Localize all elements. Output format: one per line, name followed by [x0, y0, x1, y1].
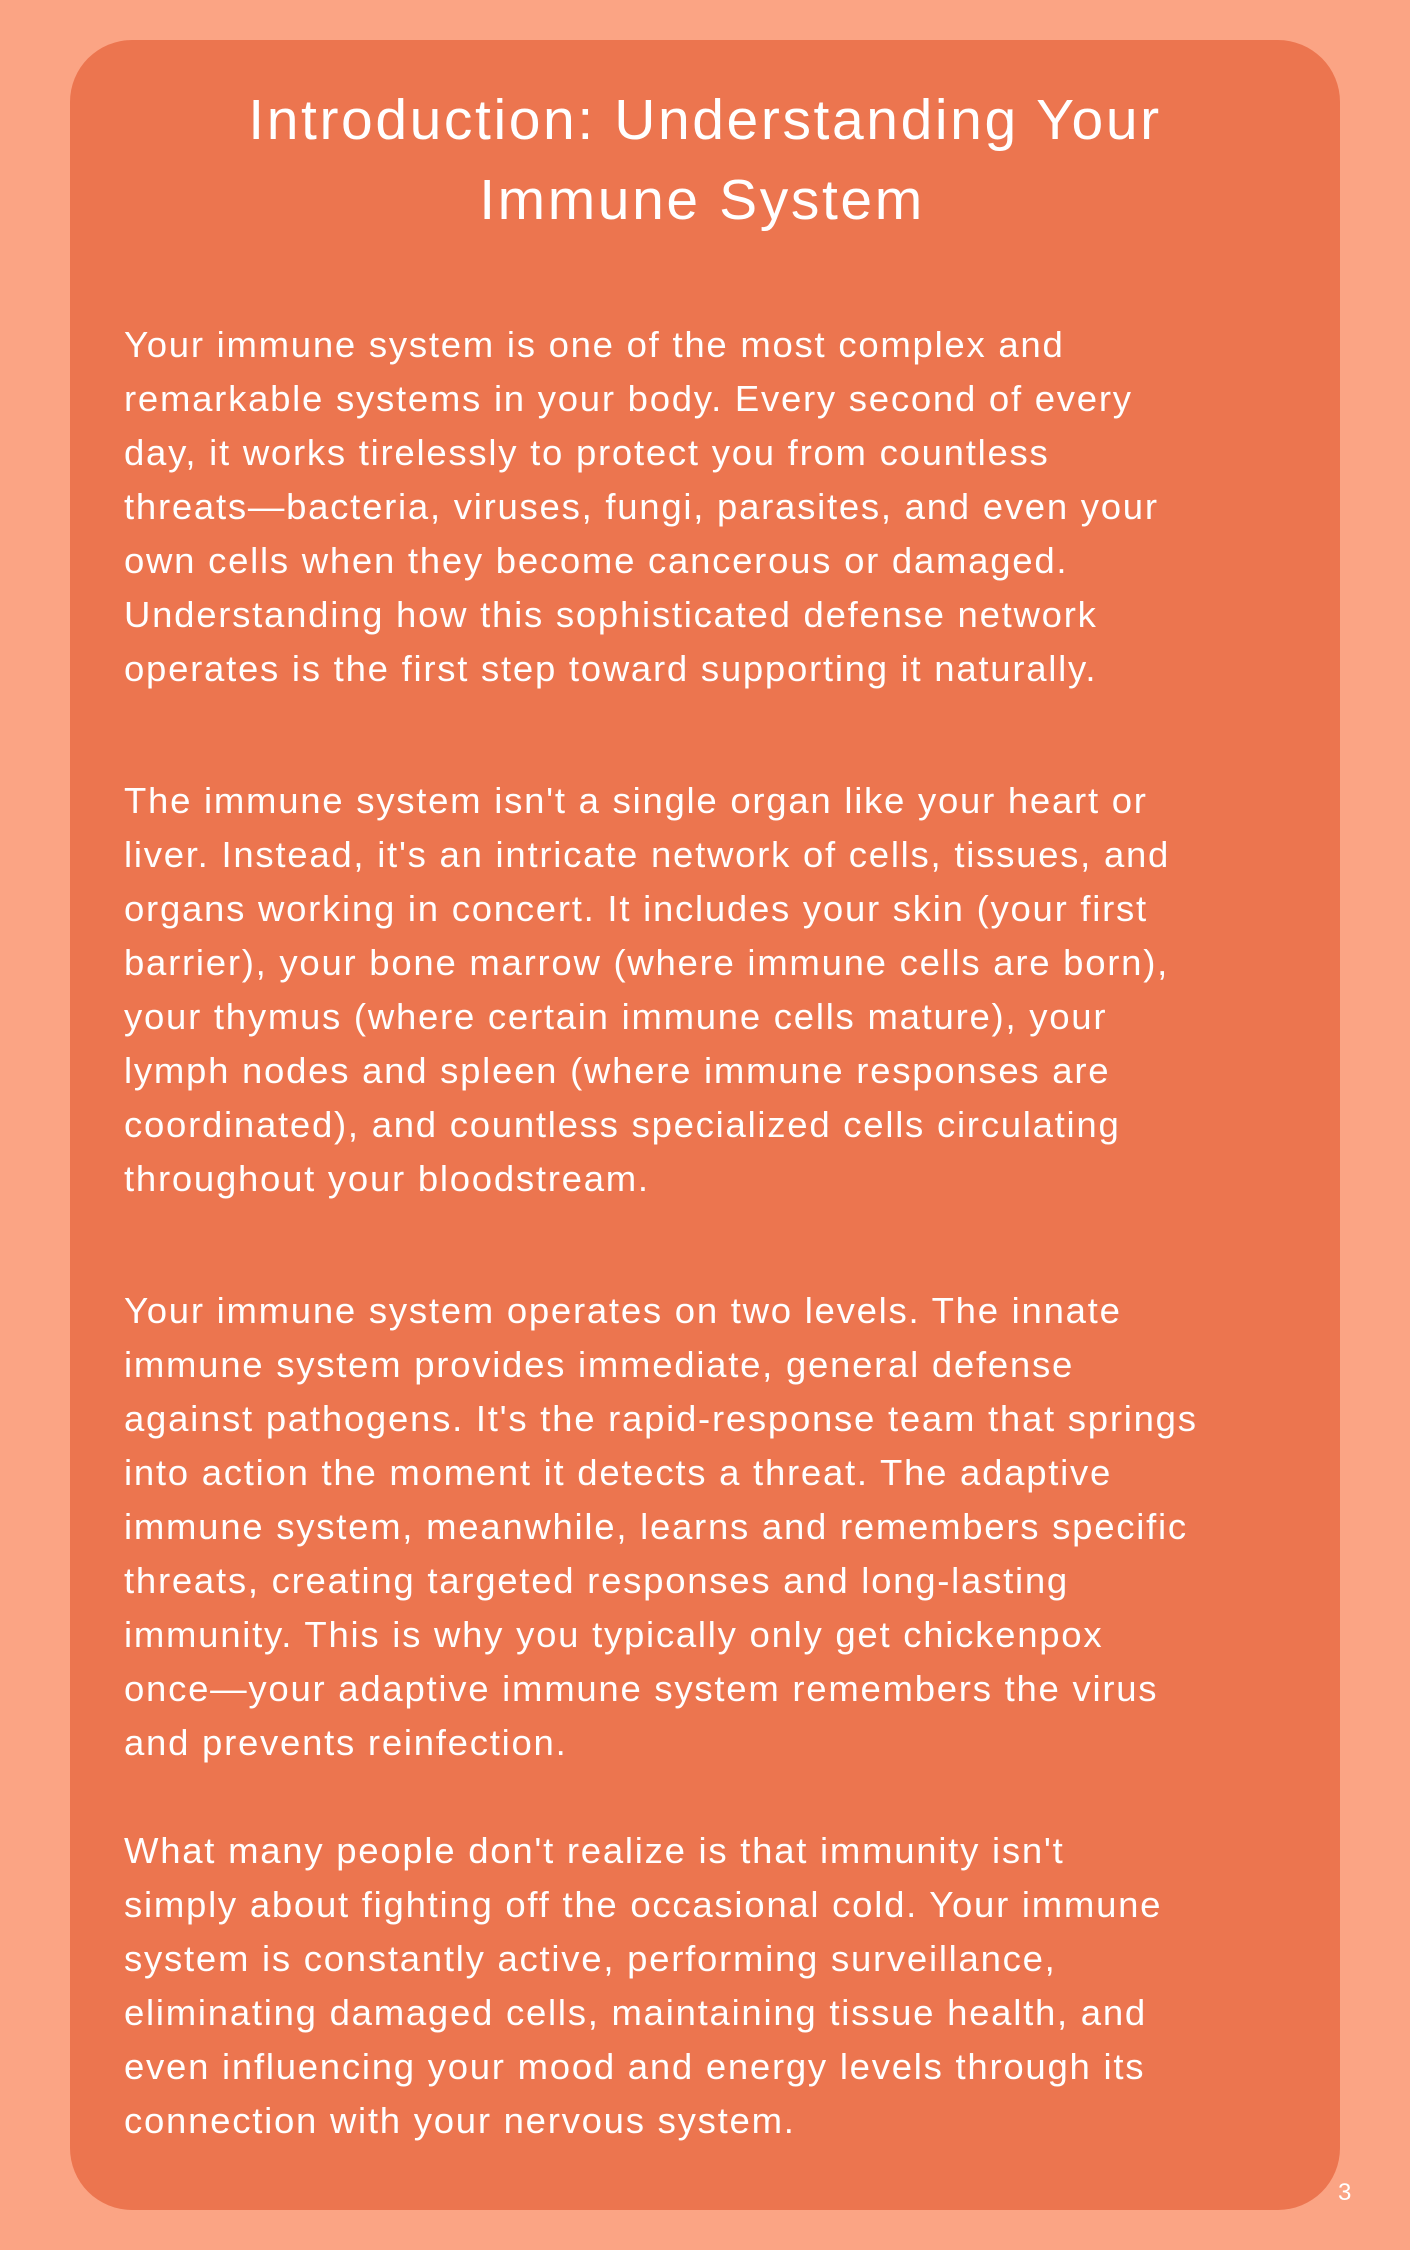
text-line: threats, creating targeted responses and long-lasting — [124, 1560, 1069, 1601]
text-line: Your immune system operates on two levels. The innate — [124, 1290, 1122, 1331]
text-line: coordinated), and countless specialized cells circulating — [124, 1104, 1121, 1145]
text-line: operates is the first step toward supporting it naturally. — [124, 648, 1098, 689]
text-line: own cells when they become cancerous or damaged. — [124, 540, 1069, 581]
text-line: liver. Instead, it's an intricate network of cells, tissues, and — [124, 834, 1171, 875]
text-line: once—your adaptive immune system remembers the virus — [124, 1668, 1159, 1709]
text-line: your thymus (where certain immune cells mature), your — [124, 996, 1108, 1037]
text-line: immune system provides immediate, general defense — [124, 1344, 1074, 1385]
page-number: 3 — [1338, 2179, 1352, 2206]
text-line: and prevents reinfection. — [124, 1722, 568, 1763]
text-line: barrier), your bone marrow (where immune cells are born), — [124, 942, 1170, 983]
text-line: Understanding how this sophisticated defense network — [124, 594, 1098, 635]
text-line: immunity. This is why you typically only get chickenpox — [124, 1614, 1104, 1655]
text-line: immune system, meanwhile, learns and remembers specific — [124, 1506, 1188, 1547]
text-line: into action the moment it detects a threat. The adaptive — [124, 1452, 1113, 1493]
page-title-line-1: Introduction: Understanding Your — [248, 88, 1162, 152]
text-line: lymph nodes and spleen (where immune responses are — [124, 1050, 1111, 1091]
page-title-line-2: Immune System — [479, 168, 925, 232]
text-line: even influencing your mood and energy levels through its — [124, 2046, 1146, 2087]
text-line: eliminating damaged cells, maintaining tissue health, and — [124, 1992, 1147, 2033]
text-line: connection with your nervous system. — [124, 2100, 796, 2141]
page-title — [0, 80, 1410, 240]
paragraph-two-levels — [124, 1284, 1304, 1770]
text-line: against pathogens. It's the rapid-response team that springs — [124, 1398, 1198, 1439]
text-line: throughout your bloodstream. — [124, 1158, 650, 1199]
paragraph-intro — [124, 318, 1304, 696]
text-line: remarkable systems in your body. Every second of every — [124, 378, 1133, 419]
text-line: The immune system isn't a single organ like your heart or — [124, 780, 1148, 821]
text-line: system is constantly active, performing surveillance, — [124, 1938, 1057, 1979]
paragraph-immune-network — [124, 774, 1304, 1206]
text-line: day, it works tirelessly to protect you from countless — [124, 432, 1050, 473]
text-line: What many people don't realize is that immunity isn't — [124, 1830, 1065, 1871]
text-line: threats—bacteria, viruses, fungi, parasites, and even your — [124, 486, 1159, 527]
paragraph-constant-activity — [124, 1824, 1304, 2148]
text-line: Your immune system is one of the most complex and — [124, 324, 1065, 365]
text-line: organs working in concert. It includes your skin (your first — [124, 888, 1148, 929]
text-line: simply about fighting off the occasional cold. Your immune — [124, 1884, 1163, 1925]
